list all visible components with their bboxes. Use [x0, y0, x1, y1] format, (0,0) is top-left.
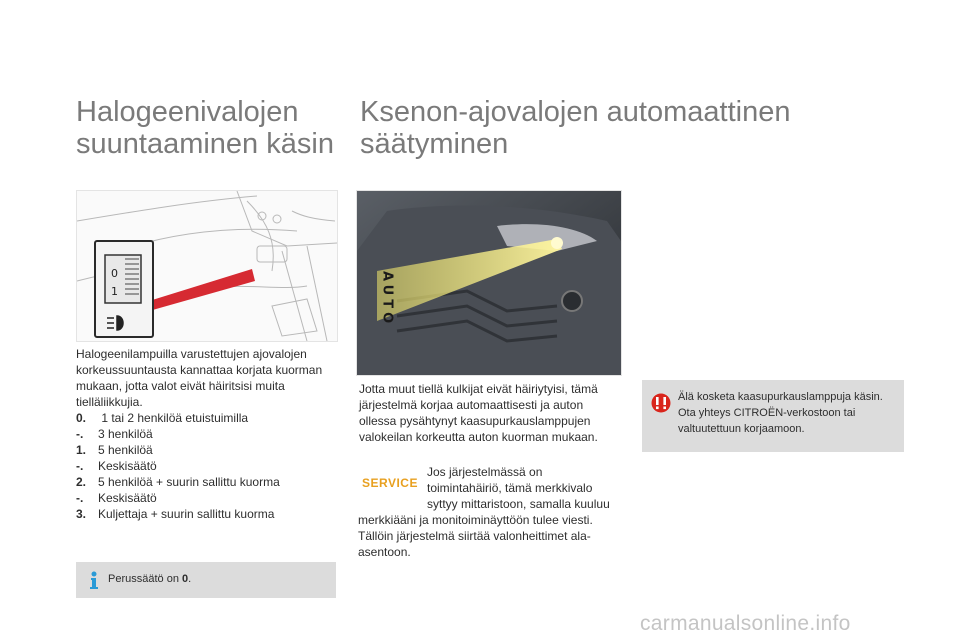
list-item [76, 410, 338, 426]
page-title-right: Ksenon-ajovalojen automaattinen säätyminen [360, 96, 791, 160]
list-item [76, 506, 338, 522]
list-item-key: 3. [76, 507, 87, 521]
warning-box-xenon [642, 380, 904, 452]
load-settings-list [76, 410, 338, 522]
auto-label: AUTO [379, 271, 395, 328]
service-warning-light-icon: SERVICE [362, 476, 418, 490]
list-item-text: Keskisäätö [98, 459, 157, 473]
list-item [76, 458, 338, 474]
dial-mark-top: 0 [111, 267, 118, 280]
list-item [76, 442, 338, 458]
list-item-text: 5 henkilöä + suurin sallittu kuorma [98, 475, 280, 489]
pointer-arrow [149, 269, 255, 311]
list-item-text: 5 henkilöä [98, 443, 153, 457]
headlight-adjuster-illustration [76, 190, 338, 342]
page-title-left: Halogeenivalojen suuntaaminen käsin [76, 96, 334, 160]
list-item [76, 490, 338, 506]
list-item-key: 1. [76, 443, 87, 457]
info-box-basic-setting [76, 562, 336, 598]
list-item-text: Keskisäätö [98, 491, 157, 505]
list-item-key: -. [76, 427, 84, 441]
info-icon [86, 571, 102, 589]
list-item-key: -. [76, 491, 84, 505]
list-item [76, 426, 338, 442]
info-text: Perussäätö on 0. [108, 573, 192, 585]
list-item-text: 3 henkilöä [98, 427, 153, 441]
dial-mark-bottom: 1 [111, 285, 118, 298]
list-item-key: 0. [76, 411, 87, 425]
xenon-headlight-illustration [356, 190, 622, 376]
car-front-drawing [357, 191, 621, 375]
list-item [76, 474, 338, 490]
dashboard-drawing [77, 191, 337, 341]
intro-paragraph-right: Jotta muut tiellä kulkijat eivät häiriytyisi, tämä järjestelmä korjaa automaattisesti ja auton ollessa pysähtynyt kaasupurkauslamppujen valokeilan korkeutta auton kuorman mukaan. [359, 382, 598, 444]
service-paragraph: Jos järjestelmässä on toimintahäiriö, tämä merkkivalo syttyy mittaristoon, samalla kuuluu merkkiääni ja monitoiminäyttöön tulee viesti. Tällöin järjestelmä siirtää valonheittimet ala-asentoon. [358, 465, 610, 559]
warning-text: Älä kosketa kaasupurkauslamppuja käsin. Ota yhteys CITROËN-verkostoon tai valtuutettuun korjaamoon. [678, 391, 883, 435]
list-item-text: 1 tai 2 henkilöä etuistuimilla [98, 411, 249, 425]
list-item-key: -. [76, 459, 84, 473]
list-item-key: 2. [76, 475, 87, 489]
watermark: carmanualsonline.info [640, 612, 851, 635]
warning-icon [650, 393, 672, 413]
list-item-text: Kuljettaja + suurin sallittu kuorma [98, 507, 275, 521]
intro-paragraph-left: Halogeenilampuilla varustettujen ajovalojen korkeussuuntausta kannattaa korjata kuorman mukaan, jotta valot eivät häiritsisi muita tielläliikkujia. [76, 347, 323, 409]
